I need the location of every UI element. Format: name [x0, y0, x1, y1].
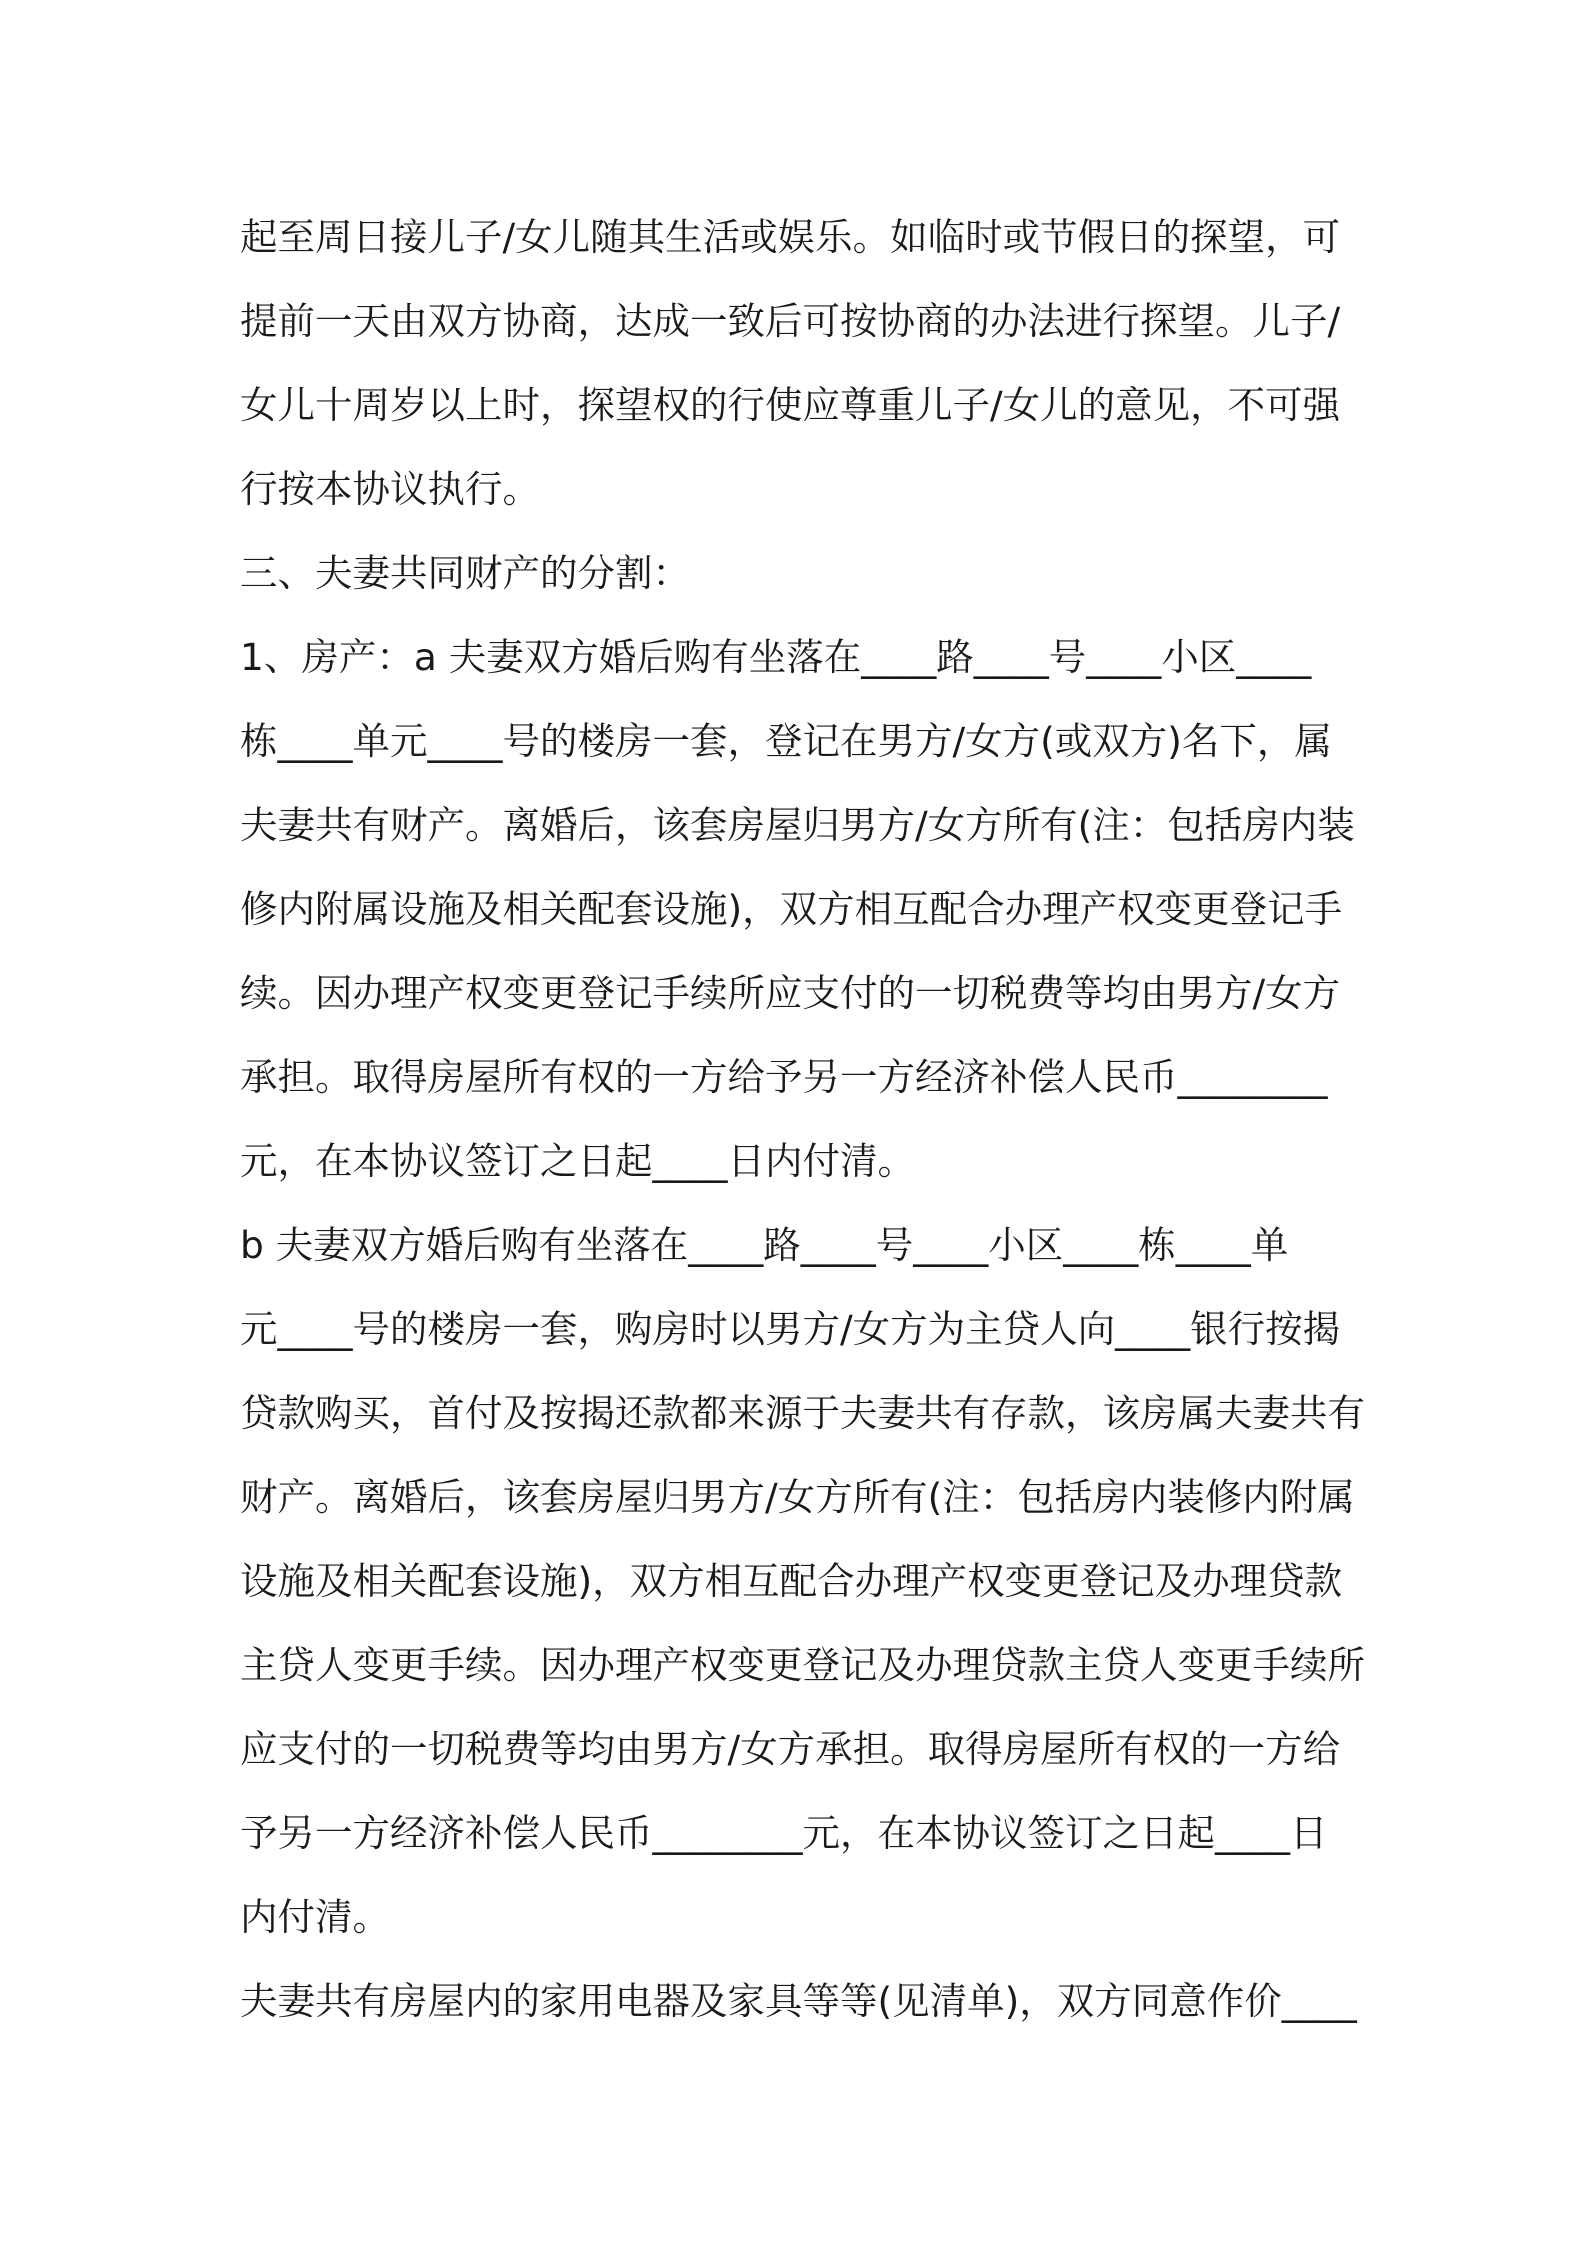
text-line: 1、房产：a 夫妻双方婚后购有坐落在____路____号____小区____	[240, 635, 1312, 679]
text-line: 夫妻共有房屋内的家用电器及家具等等(见清单)，双方同意作价____	[240, 1979, 1357, 2023]
text-line: 续。因办理产权变更登记手续所应支付的一切税费等均由男方/女方	[240, 971, 1341, 1015]
text-line: 设施及相关配套设施)，双方相互配合办理产权变更登记及办理贷款	[240, 1559, 1343, 1603]
document-body	[240, 195, 1365, 2043]
text-line: 予另一方经济补偿人民币________元，在本协议签订之日起____日	[240, 1811, 1328, 1855]
text-line: 提前一天由双方协商，达成一致后可按协商的办法进行探望。儿子/	[240, 299, 1341, 343]
text-line: 承担。取得房屋所有权的一方给予另一方经济补偿人民币________	[240, 1055, 1328, 1099]
text-line: 夫妻共有财产。离婚后，该套房屋归男方/女方所有(注：包括房内装	[240, 803, 1355, 847]
text-line: 应支付的一切税费等均由男方/女方承担。取得房屋所有权的一方给	[240, 1727, 1341, 1771]
text-line: 栋____单元____号的楼房一套，登记在男方/女方(或双方)名下，属	[240, 719, 1332, 763]
text-line: 修内附属设施及相关配套设施)，双方相互配合办理产权变更登记手	[240, 887, 1343, 931]
text-line: 内付清。	[240, 1895, 390, 1939]
text-line: 元____号的楼房一套，购房时以男方/女方为主贷人向____银行按揭	[240, 1307, 1341, 1351]
text-line: 行按本协议执行。	[240, 467, 540, 511]
text-line: 财产。离婚后，该套房屋归男方/女方所有(注：包括房内装修内附属	[240, 1475, 1355, 1519]
text-line: b 夫妻双方婚后购有坐落在____路____号____小区____栋____单	[240, 1223, 1289, 1267]
text-line: 起至周日接儿子/女儿随其生活或娱乐。如临时或节假日的探望，可	[240, 215, 1341, 259]
text-line: 主贷人变更手续。因办理产权变更登记及办理贷款主贷人变更手续所	[240, 1643, 1365, 1687]
text-line: 元，在本协议签订之日起____日内付清。	[240, 1139, 915, 1183]
text-line: 女儿十周岁以上时，探望权的行使应尊重儿子/女儿的意见，不可强	[240, 383, 1341, 427]
text-line: 贷款购买，首付及按揭还款都来源于夫妻共有存款，该房属夫妻共有	[240, 1391, 1365, 1435]
section-heading: 三、夫妻共同财产的分割：	[240, 551, 690, 595]
